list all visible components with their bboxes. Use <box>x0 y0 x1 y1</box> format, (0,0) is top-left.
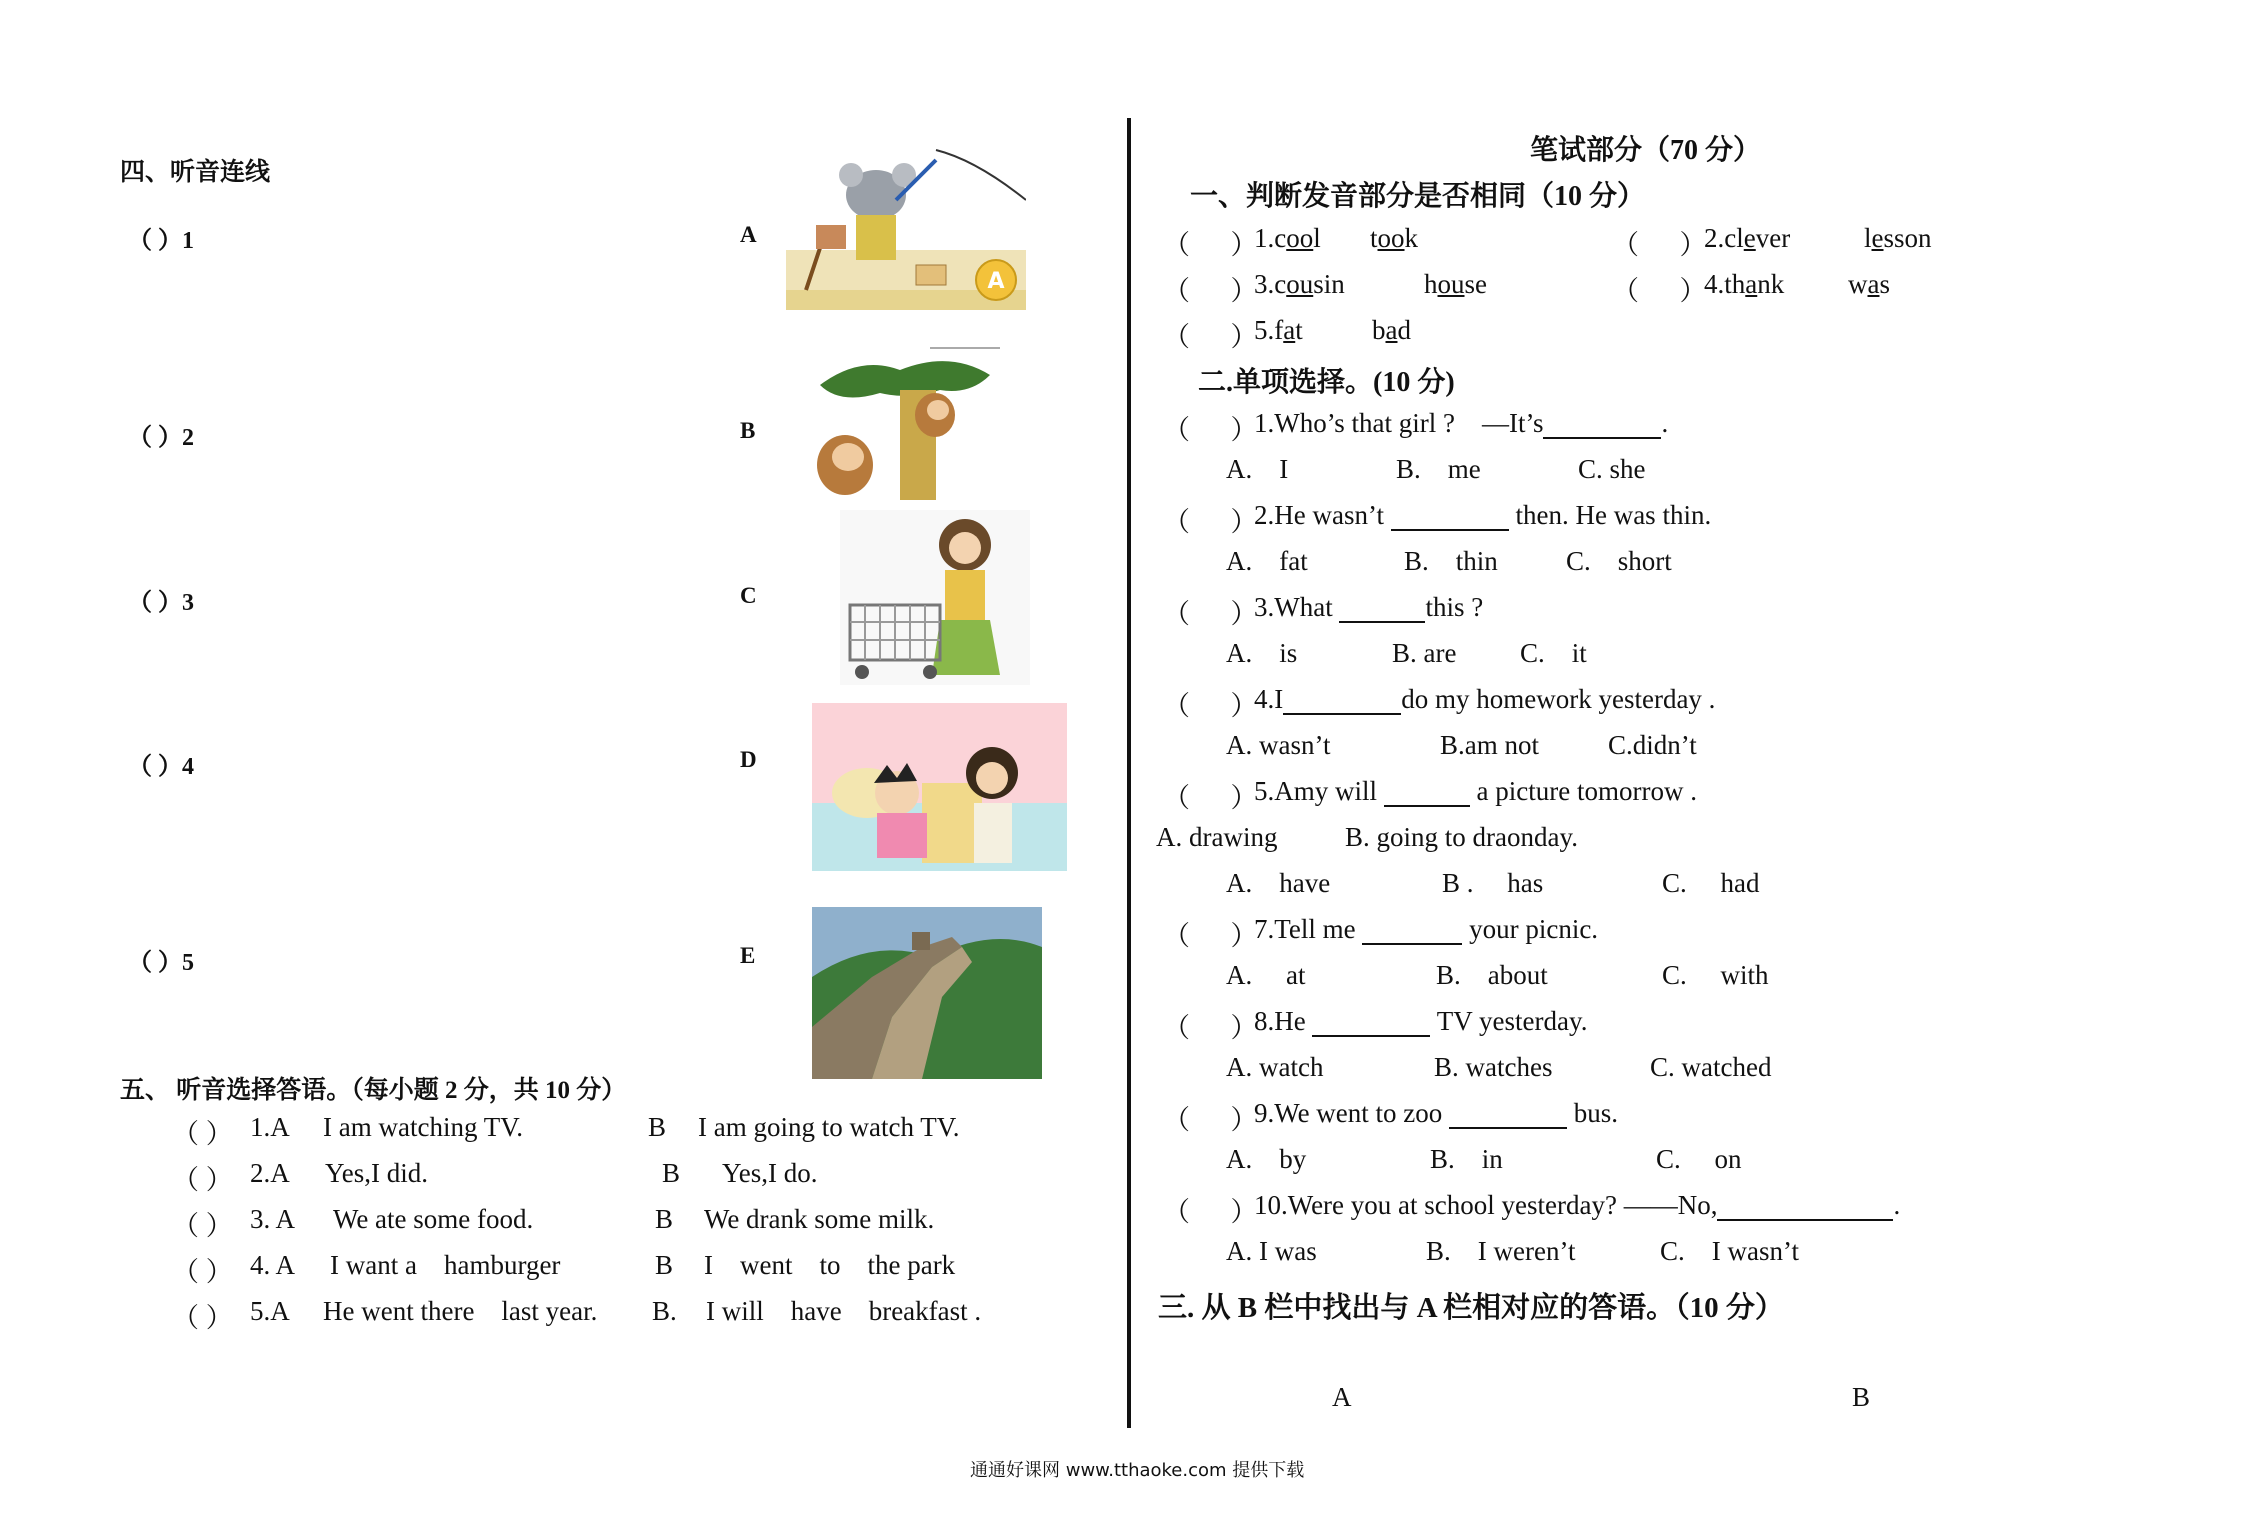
listening-q3-num: 3. A <box>250 1204 296 1234</box>
picture-c-woman-shopping-cart <box>840 510 1030 685</box>
listening-q2-option-b: Yes,I do. <box>722 1158 818 1188</box>
pron-q4-word2: was <box>1848 269 1890 299</box>
mc-q10-question: 10.Were you at school yesterday? ——No, . <box>1254 1190 1901 1220</box>
column-b-label: B <box>1852 1382 1871 1412</box>
mc-q2-option-c: C. short <box>1566 546 1672 576</box>
mc-q6-option-a: A. have <box>1226 868 1331 898</box>
mc-q9-option-c: C. on <box>1656 1144 1742 1174</box>
listening-q4-option-a: I want a hamburger <box>330 1250 561 1280</box>
picture-b-monkeys-tree <box>800 345 1000 505</box>
mc-q2-option-a: A. fat <box>1226 546 1308 576</box>
listening-q4-option-b: I went to the park <box>704 1250 956 1280</box>
listening-q4-paren: （ ） <box>172 1257 233 1287</box>
mc-q8-option-b: B. watches <box>1434 1052 1553 1082</box>
mc-q8-paren: （ ） <box>1163 1013 1258 1043</box>
match-item-5: （ ）5 <box>128 950 194 976</box>
pron-q1-word1: 1.cool <box>1254 223 1321 253</box>
mc-q5-paren: （ ） <box>1163 783 1258 813</box>
match-item-2: （ ）2 <box>128 425 194 451</box>
mc-q3-option-a: A. is <box>1226 638 1298 668</box>
mc-q1-paren: （ ） <box>1163 415 1258 445</box>
mc-q7-option-c: C. with <box>1662 960 1769 990</box>
mc-q8-option-a: A. watch <box>1226 1052 1324 1082</box>
mc-q4-option-b: B.am not <box>1440 730 1539 760</box>
footer-source: 通通好课网 www.tthaoke.com 提供下载 <box>970 1460 1305 1481</box>
mc-q9-paren: （ ） <box>1163 1105 1258 1135</box>
listening-q1-option-b: I am going to watch TV. <box>698 1112 960 1142</box>
mc-q1-question: 1.Who’s that girl ? —It’s . <box>1254 408 1669 438</box>
listening-q1-b-label: B <box>648 1112 667 1142</box>
listening-q4-b-label: B <box>655 1250 674 1280</box>
mc-q2-paren: （ ） <box>1163 507 1258 537</box>
listening-q5-b-label: B. <box>652 1296 677 1326</box>
pron-q2-word2: lesson <box>1864 223 1932 253</box>
mc-q5-options-line: A. drawing B. going to draonday. <box>1156 822 1578 852</box>
listening-q3-option-a: We ate some food. <box>333 1204 534 1234</box>
pron-q3-word1: 3.cousin <box>1254 269 1345 299</box>
mc-q6-option-b: B . has <box>1442 868 1544 898</box>
listening-q5-option-a: He went there last year. <box>323 1296 598 1326</box>
picture-letter-c: C <box>740 583 757 608</box>
listening-q3-paren: （ ） <box>172 1211 233 1241</box>
mc-q7-question: 7.Tell me your picnic. <box>1254 914 1599 944</box>
mc-q3-option-b: B. are <box>1392 638 1457 668</box>
column-a-label: A <box>1332 1382 1352 1412</box>
pron-q1-word2: took <box>1370 223 1419 253</box>
mc-q8-option-c: C. watched <box>1650 1052 1772 1082</box>
mc-q10-option-c: C. I wasn’t <box>1660 1236 1799 1266</box>
mc-q8-question: 8.He TV yesterday. <box>1254 1006 1588 1036</box>
mc-q10-paren: （ ） <box>1163 1197 1258 1227</box>
mc-q1-option-c: C. she <box>1578 454 1646 484</box>
pron-q4-paren: （ ） <box>1612 276 1707 306</box>
mc-q10-option-a: A. I was <box>1226 1236 1317 1266</box>
mc-q3-question: 3.What this ? <box>1254 592 1484 622</box>
picture-letter-a: A <box>740 222 757 247</box>
picture-e-great-wall <box>812 907 1042 1079</box>
picture-letter-d: D <box>740 747 757 772</box>
section1-title: 一、判断发音部分是否相同（10 分） <box>1190 181 1646 212</box>
match-item-1: （ ）1 <box>128 228 194 254</box>
mc-q1-option-a: A. I <box>1226 454 1289 484</box>
listening-q1-paren: （ ） <box>172 1119 233 1149</box>
mc-q6-option-c: C. had <box>1662 868 1760 898</box>
listening-q2-option-a: Yes,I did. <box>325 1158 429 1188</box>
pron-q1-paren: （ ） <box>1163 230 1258 260</box>
match-item-3: （ ）3 <box>128 590 194 616</box>
mc-q4-question: 4.I do my homework yesterday . <box>1254 684 1716 714</box>
listening-q4-num: 4. A <box>250 1250 296 1280</box>
picture-a-mouse-sweeping <box>786 140 1026 310</box>
mc-q9-question: 9.We went to zoo bus. <box>1254 1098 1619 1128</box>
mc-q2-question: 2.He wasn’t then. He was thin. <box>1254 500 1712 530</box>
mc-q1-option-b: B. me <box>1396 454 1481 484</box>
mc-q4-option-a: A. wasn’t <box>1226 730 1331 760</box>
mc-q7-option-b: B. about <box>1436 960 1548 990</box>
listening-q1-option-a: I am watching TV. <box>323 1112 523 1142</box>
mc-q10-option-b: B. I weren’t <box>1426 1236 1576 1266</box>
pron-q3-word2: house <box>1424 269 1487 299</box>
written-part-heading: 笔试部分（70 分） <box>1530 135 1762 166</box>
pron-q4-word1: 4.thank <box>1704 269 1785 299</box>
picture-letter-e: E <box>740 943 756 968</box>
picture-letter-b: B <box>740 418 756 443</box>
mc-q7-option-a: A. at <box>1226 960 1306 990</box>
section3-title: 三. 从 B 栏中找出与 A 栏相对应的答语。（10 分） <box>1158 1292 1784 1324</box>
listening-q2-b-label: B <box>662 1158 681 1188</box>
picture-badge-text: A <box>987 269 1005 294</box>
mc-q2-option-b: B. thin <box>1404 546 1498 576</box>
mc-q7-paren: （ ） <box>1163 921 1258 951</box>
listening-q5-num: 5.A <box>250 1296 290 1326</box>
mc-q3-option-c: C. it <box>1520 638 1587 668</box>
listening-q5-paren: （ ） <box>172 1303 233 1333</box>
mc-q5-question: 5.Amy will a picture tomorrow . <box>1254 776 1697 806</box>
match-item-4: （ ）4 <box>128 754 194 780</box>
mc-q4-paren: （ ） <box>1163 691 1258 721</box>
mc-q4-option-c: C.didn’t <box>1608 730 1697 760</box>
pron-q5-word2: bad <box>1372 315 1411 345</box>
listening-q3-option-b: We drank some milk. <box>704 1204 935 1234</box>
section4-title: 四、听音连线 <box>120 159 271 186</box>
listening-q5-option-b: I will have breakfast . <box>706 1296 982 1326</box>
mc-q9-option-a: A. by <box>1226 1144 1307 1174</box>
section5-title: 五、 听音选择答语。（每小题 2 分，共 10 分） <box>120 1077 627 1104</box>
pron-q2-word1: 2.clever <box>1704 223 1791 253</box>
mc-q3-paren: （ ） <box>1163 599 1258 629</box>
listening-q2-num: 2.A <box>250 1158 290 1188</box>
listening-q2-paren: （ ） <box>172 1165 233 1195</box>
section2-title: 二.单项选择。(10 分) <box>1198 367 1455 398</box>
pron-q5-word1: 5.fat <box>1254 315 1303 345</box>
listening-q3-b-label: B <box>655 1204 674 1234</box>
column-divider <box>1127 118 1131 1428</box>
pron-q3-paren: （ ） <box>1163 276 1258 306</box>
mc-q9-option-b: B. in <box>1430 1144 1503 1174</box>
picture-d-children-reading <box>812 703 1067 871</box>
pron-q2-paren: （ ） <box>1612 230 1707 260</box>
pron-q5-paren: （ ） <box>1163 322 1258 352</box>
listening-q1-num: 1.A <box>250 1112 290 1142</box>
